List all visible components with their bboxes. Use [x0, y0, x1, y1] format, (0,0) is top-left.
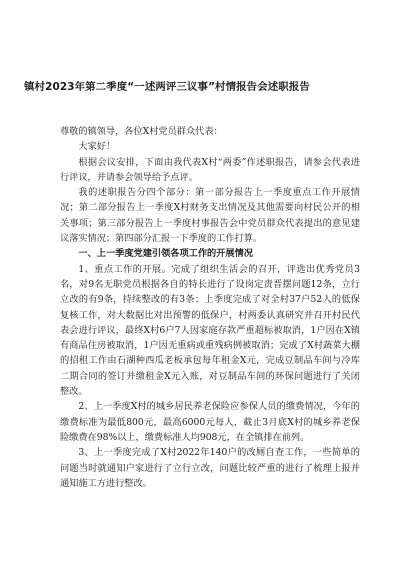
- greeting: 大家好！: [78, 141, 116, 153]
- body-paragraph: 3、上一季度完成了X村2022年140户的改厕自查工作，一些简单的问题当时就通知户家进行了立行立改，问题比较严重的进行了梳理上报并通知施工方进行整改。: [60, 447, 360, 489]
- intro-paragraph: 根据会议安排，下面由我代表X村“两委”作述职报告，请参会代表进行评议，并请参会领导给予点评。: [60, 156, 360, 183]
- salutation: 尊敬的镇领导，各位X村党员群众代表：: [60, 126, 223, 137]
- body-paragraph: 2、上一季度X村的城乡居民养老保险应参保人员的缴费情况，今年的缴费标准为最低800元，最高6000元每人，截止3月底X村的城乡养老保险缴费在98%以上，缴费标准人均908元，在全镇排在前列。: [60, 401, 360, 443]
- outline-paragraph: 我的述职报告分四个部分：第一部分报告上一季度重点工作开展情况；第二部分报告上一季度X村财务支出情况及其他需要向村民公开的相关事项；第三部分报告上一季度村事报告会中党员群众代表提出的意见建议落实情况；第四部分汇报一下季度的工作打算。: [60, 187, 360, 245]
- body-paragraph: 1、重点工作的开展。完成了组织生活会的召开，评选出优秀党员3名，对9名无职党员根据各自的特长进行了设岗定责晋摆问题12条，立行立改的有9条，持续整改的有3条；上季度完成了对全村37户52人的低保复核工作，对大数据比对出预警的低保户，村两委认真研究并召开村民代表会进行评议，最终X村6户7人因家庭存款严重超标被取消，1户因在X镇有商品住房被取消，1户因无重病或重残病例被取消；完成了X村蔬菜大棚的招租工作由石湖种西瓜老板承包每年租金X元，完成豆制品车间与冷库二期合同的签订并缴租金X元入账，对豆制品车间的环保问题进行了关闭整改。: [60, 263, 360, 398]
- document-title: 镇村2023年第二季度“一述两评三议事”村情报告会述职报告: [24, 81, 310, 93]
- document-body: [60, 124, 360, 491]
- section-heading: 一、上一季度党建引领各项工作的开展情况: [78, 248, 253, 260]
